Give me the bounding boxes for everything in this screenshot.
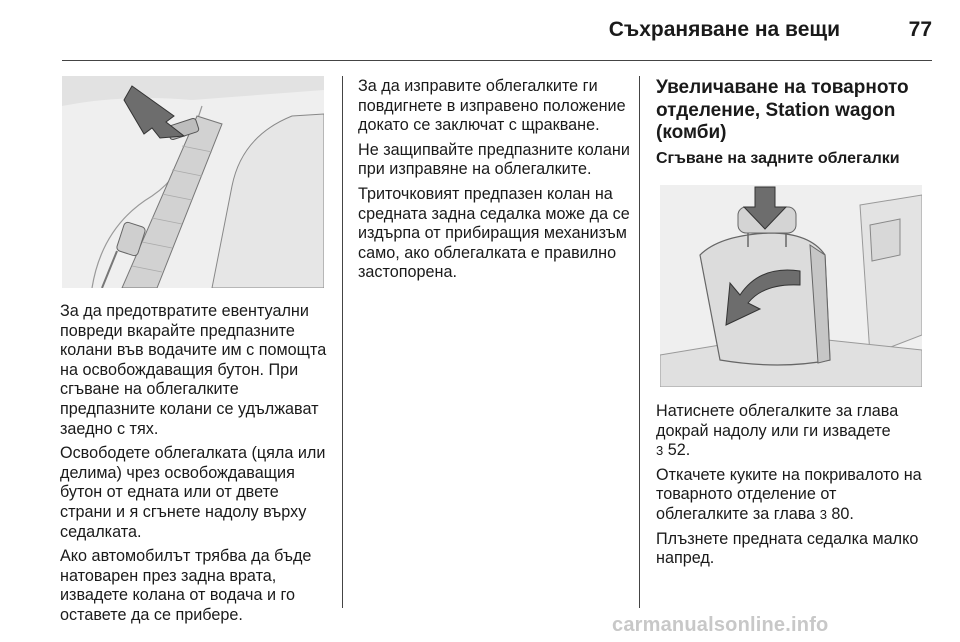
page-reference-icon: 3	[656, 443, 664, 459]
col2-paragraph-1: За да изправите облегалките ги повдигнете в изправено положение докато се заключат с щракване.	[358, 77, 626, 135]
page-reference-icon: 3	[819, 506, 827, 522]
col3-paragraph-2-text: Откачете куките на покривалото на товарното отделение от облегалките за глава	[656, 465, 922, 523]
col1-paragraph-2: Освободете облегалката (цяла или делима) чрез освобождаващия бутон от едната или от двете страни и я сгънете надолу върху седалката.	[60, 444, 326, 541]
column2-text	[358, 77, 630, 288]
seat-folding-illustration	[660, 185, 922, 387]
seatbelt-guide-illustration	[62, 76, 324, 288]
page-reference: 52.	[667, 441, 691, 460]
col1-paragraph-3: Ако автомобилът трябва да бъде натоварен през задна врата, извадете колана от водача и го оставете да се прибере.	[60, 547, 312, 624]
col2-paragraph-3: Триточковият предпазен колан на средната задна седалка може да се издърпа от прибиращия механизъм само, ако облегалката е правилно застопорена.	[358, 184, 630, 282]
header-title: Съхраняване на вещи	[608, 18, 840, 41]
col3-paragraph-2	[656, 466, 928, 525]
column-divider-2	[639, 76, 640, 608]
col2-paragraph-2: Не защипвайте предпазните колани при изправяне на облегалките.	[358, 140, 630, 179]
column1-text	[60, 302, 330, 631]
col3-paragraph-1	[656, 402, 928, 461]
subsection-heading: Сгъване на задните облегалки	[656, 150, 900, 167]
page-number: 77	[908, 18, 932, 41]
section-heading: Увеличаване на товарното отделение, Station wagon (комби)	[656, 77, 909, 143]
col3-paragraph-3: Плъзнете предната седалка малко напред.	[656, 529, 919, 568]
col1-paragraph-1: За да предотвратите евентуални повреди вкарайте предпазните колани във водачите им с помощта на освобождаващия бутон. При сгъване на облегалките предпазните колани се удължават заедно с тях.	[60, 302, 327, 438]
watermark: carmanualsonline.info	[612, 614, 829, 636]
column-divider-1	[342, 76, 343, 608]
column3-text	[656, 402, 928, 574]
col3-paragraph-1-text: Натиснете облегалките за глава докрай надолу или ги извадете	[656, 402, 899, 440]
page-reference: 80.	[831, 504, 854, 523]
header-rule	[62, 60, 932, 61]
